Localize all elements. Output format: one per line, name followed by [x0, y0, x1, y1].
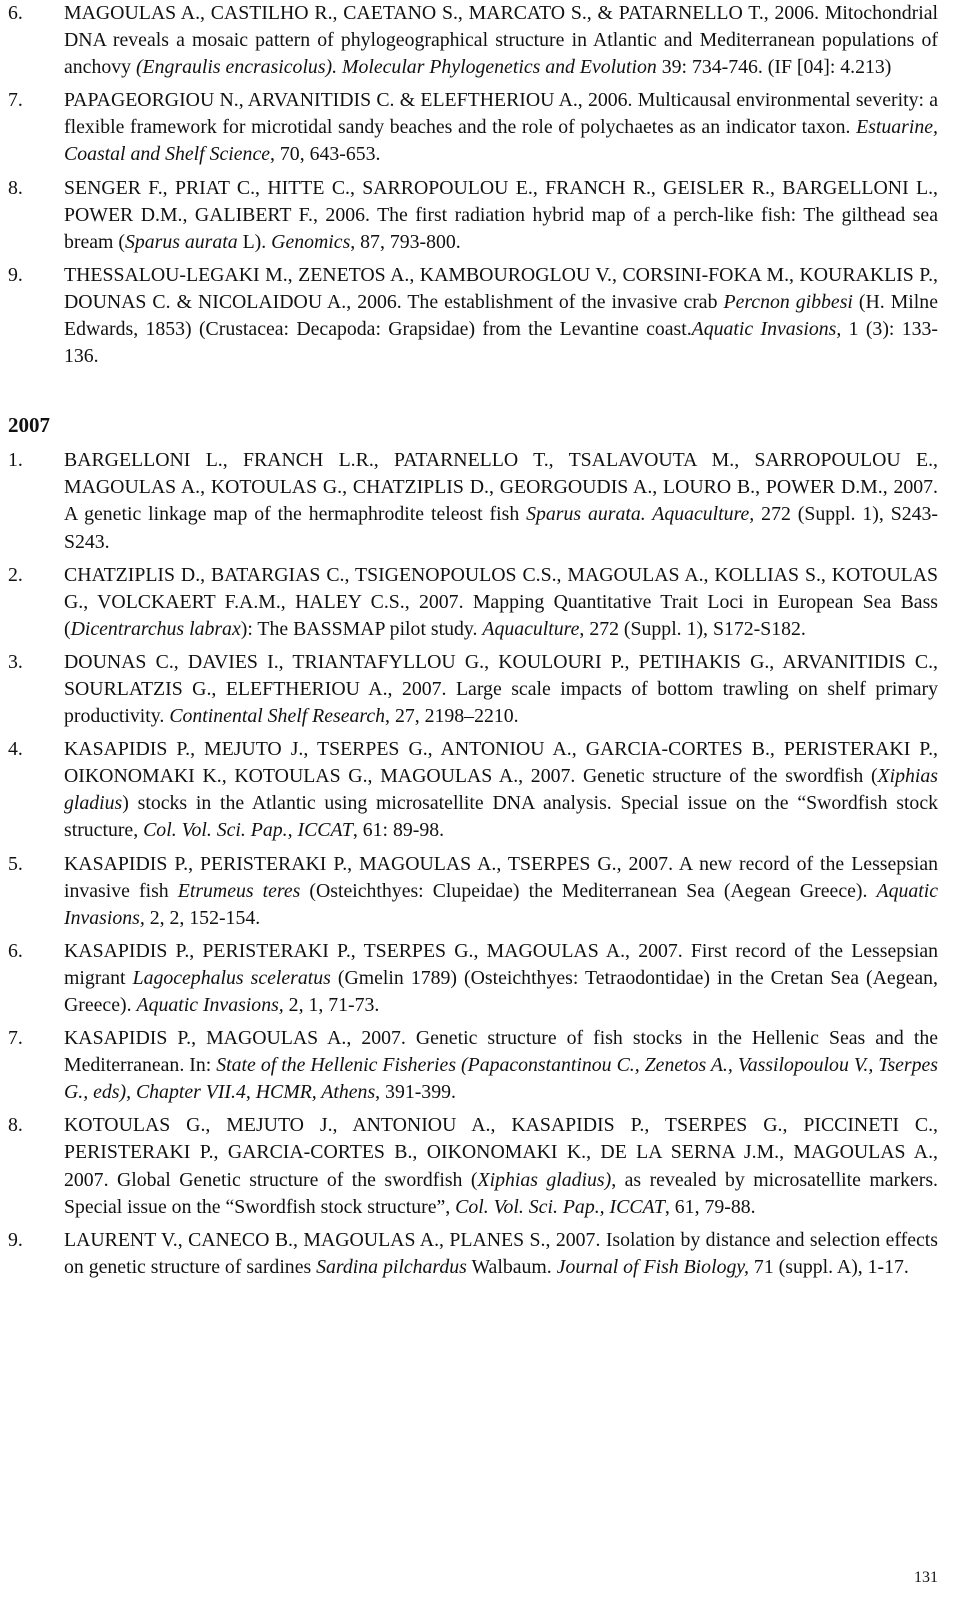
citation-text: 71 (suppl. A), 1-17.	[748, 1255, 909, 1278]
reference-text	[64, 1025, 938, 1106]
citation-text: , 61, 79-88.	[664, 1195, 756, 1218]
citation-text: , 27, 2198–2210.	[385, 705, 519, 728]
reference-text	[64, 851, 938, 932]
citation-text: , 70, 643-653.	[270, 143, 381, 166]
reference-group	[8, 412, 938, 1281]
italic-text: Sardina pilchardus	[316, 1255, 467, 1278]
citation-text: ): The BASSMAP pilot study.	[240, 617, 483, 640]
reference-text	[64, 1112, 938, 1220]
citation-text: , 61: 89-98.	[352, 819, 445, 842]
citation-text: MAGOULAS A., CASTILHO R., CAETANO S., MARCATO S., & PATARNELLO T., 2006. Mitochondrial DNA reveals a mosaic pattern of phylogeographical structure in Atlantic and Mediterranean populations of anchovy	[64, 2, 938, 79]
reference-item	[8, 175, 938, 256]
reference-page	[8, 0, 938, 1287]
italic-text: (Engraulis encrasicolus). Molecular Phylogenetics and Evolution	[135, 56, 657, 79]
reference-text	[64, 175, 938, 256]
reference-item	[8, 851, 938, 932]
italic-text: Estuarine, Coastal and Shelf Science	[64, 116, 938, 166]
reference-text	[64, 938, 938, 1019]
citation-text: KASAPIDIS P., PERISTERAKI P., MAGOULAS A., TSERPES G., 2007. A new record of the Lessepsian invasive fish	[64, 852, 938, 902]
reference-item	[8, 262, 938, 370]
italic-text: Genomics	[271, 230, 351, 253]
reference-number: 8.	[8, 176, 23, 199]
reference-number: 3.	[8, 650, 23, 673]
citation-text: KOTOULAS G., MEJUTO J., ANTONIOU A., KASAPIDIS P., TSERPES G., PICCINETI C., PERISTERAKI P., GARCIA-CORTES B., OIKONOMAKI K., DE LA SERNA J.M., MAGOULAS A., 2007. Global Genetic structure of the swordfish (	[64, 1114, 938, 1191]
italic-text: Etrumeus teres	[177, 879, 301, 902]
reference-item	[8, 1112, 938, 1220]
citation-text: SENGER F., PRIAT C., HITTE C., SARROPOULOU E., FRANCH R., GEISLER R., BARGELLONI L., POWER D.M., GALIBERT F., 2006. The first radiation hybrid map of a perch-like fish: The gilthead sea bream (	[64, 176, 938, 253]
citation-text: (Osteichthyes: Clupeidae) the Mediterranean Sea (Aegean Greece).	[300, 879, 877, 902]
reference-item	[8, 87, 938, 168]
italic-text: Dicentrarchus labrax	[70, 617, 241, 640]
italic-text: Lagocephalus sceleratus	[132, 966, 331, 989]
italic-text: Xiphias gladius	[64, 765, 938, 815]
citation-text: , as revealed by microsatellite markers. Special issue on the “Swordfish stock structure”,	[64, 1168, 938, 1218]
citation-text: ) stocks in the Atlantic using microsatellite DNA analysis. Special issue on the “Swordfish stock structure,	[64, 792, 938, 842]
reference-item	[8, 1025, 938, 1106]
reference-item	[8, 562, 938, 643]
reference-number: 7.	[8, 89, 23, 112]
reference-list	[8, 0, 938, 370]
citation-text: , 1 (3): 133-136.	[64, 318, 938, 368]
citation-text: , 391-399.	[375, 1081, 456, 1104]
reference-number: 6.	[8, 2, 23, 24]
italic-text: Xiphias gladius)	[477, 1168, 612, 1191]
citation-text: 39: 734-746. (IF [04]: 4.213)	[656, 56, 892, 79]
reference-group	[8, 0, 938, 370]
reference-number: 7.	[8, 1027, 23, 1050]
citation-text: (Gmelin 1789) (Osteichthyes: Tetraodontidae) in the Cretan Sea (Aegean, Greece).	[64, 966, 938, 1016]
reference-number: 9.	[8, 1228, 23, 1251]
reference-item	[8, 0, 938, 81]
citation-text: KASAPIDIS P., PERISTERAKI P., TSERPES G., MAGOULAS A., 2007. First record of the Lessepsian migrant	[64, 939, 938, 989]
reference-number: 2.	[8, 563, 23, 586]
citation-text: KASAPIDIS P., MAGOULAS A., 2007. Genetic structure of fish stocks in the Hellenic Seas and the Mediterranean. In:	[64, 1027, 938, 1077]
reference-item	[8, 447, 938, 555]
italic-text: Col. Vol. Sci. Pap., ICCAT	[143, 819, 353, 842]
italic-text: Col. Vol. Sci. Pap., ICCAT	[455, 1195, 665, 1218]
italic-text: Aquatic Invasions,	[64, 879, 939, 929]
italic-text: Percnon gibbesi	[723, 290, 853, 313]
italic-text: Aquatic Invasions	[691, 318, 837, 341]
reference-text	[64, 262, 938, 370]
citation-text: CHATZIPLIS D., BATARGIAS C., TSIGENOPOULOS C.S., MAGOULAS A., KOLLIAS S., KOTOULAS G., VOLCKAERT F.A.M., HALEY C.S., 2007. Mapping Quantitative Trait Loci in European Sea Bass (	[64, 563, 938, 640]
reference-item	[8, 649, 938, 730]
reference-list	[8, 447, 938, 1281]
italic-text: Aquatic Invasions,	[136, 994, 284, 1016]
reference-text	[64, 447, 938, 555]
italic-text: Aquaculture	[482, 617, 580, 640]
reference-text	[64, 562, 938, 643]
reference-text	[64, 1227, 938, 1281]
reference-text	[64, 736, 938, 844]
year-heading: 2007	[8, 413, 50, 438]
reference-item	[8, 938, 938, 1019]
reference-number: 5.	[8, 852, 23, 875]
reference-text	[64, 87, 938, 168]
italic-text: Sparus aurata. Aquaculture,	[526, 503, 755, 526]
italic-text: Journal of Fish Biology,	[556, 1255, 749, 1278]
reference-item	[8, 736, 938, 844]
citation-text: BARGELLONI L., FRANCH L.R., PATARNELLO T., TSALAVOUTA M., SARROPOULOU E., MAGOULAS A., KOTOULAS G., CHATZIPLIS D., GEORGOUDIS A., LOURO B., POWER D.M., 2007. A genetic linkage map of the hermaphrodite teleost fish	[64, 449, 938, 526]
reference-number: 8.	[8, 1114, 23, 1137]
reference-text	[64, 0, 938, 81]
citation-text: THESSALOU-LEGAKI M., ZENETOS A., KAMBOUROGLOU V., CORSINI-FOKA M., KOURAKLIS P., DOUNAS C. & NICOLAIDOU A., 2006. The establishment of the invasive crab	[64, 263, 938, 313]
italic-text: Continental Shelf Research	[169, 705, 386, 728]
citation-text: , 87, 793-800.	[350, 230, 461, 253]
citation-text: LAURENT V., CANECO B., MAGOULAS A., PLANES S., 2007. Isolation by distance and selection effects on genetic structure of sardines	[64, 1228, 938, 1278]
citation-text: L).	[237, 230, 272, 253]
italic-text: State of the Hellenic Fisheries (Papaconstantinou C., Zenetos A., Vassilopoulou V., Tserpes G., eds), Chapter VII.4, HCMR, Athens	[64, 1054, 938, 1104]
reference-number: 6.	[8, 939, 23, 962]
citation-text: , 272 (Suppl. 1), S172-S182.	[579, 617, 806, 640]
citation-text: PAPAGEORGIOU N., ARVANITIDIS C. & ELEFTHERIOU A., 2006. Multicausal environmental severity: a flexible framework for microtidal sandy beaches and the role of polychaetes as an indicator taxon.	[64, 89, 938, 139]
reference-number: 1.	[8, 449, 23, 472]
citation-text: KASAPIDIS P., MEJUTO J., TSERPES G., ANTONIOU A., GARCIA-CORTES B., PERISTERAKI P., OIKONOMAKI K., KOTOULAS G., MAGOULAS A., 2007. Genetic structure of the swordfish (	[64, 738, 938, 788]
reference-text	[64, 649, 938, 730]
reference-groups	[8, 0, 938, 1281]
reference-number: 9.	[8, 263, 23, 286]
italic-text: Sparus aurata	[124, 230, 238, 253]
citation-text: 2, 2, 152-154.	[144, 906, 261, 929]
citation-text: Walbaum.	[466, 1255, 557, 1278]
page-number: 131	[914, 1569, 938, 1586]
citation-text: 2, 1, 71-73.	[283, 994, 380, 1016]
reference-number: 4.	[8, 738, 23, 761]
citation-text: 272 (Suppl. 1), S243-S243.	[64, 503, 938, 553]
reference-item	[8, 1227, 938, 1281]
citation-text: (H. Milne Edwards, 1853) (Crustacea: Decapoda: Grapsidae) from the Levantine coast.	[64, 290, 938, 341]
citation-text: DOUNAS C., DAVIES I., TRIANTAFYLLOU G., KOULOURI P., PETIHAKIS G., ARVANITIDIS C., SOURLATZIS G., ELEFTHERIOU A., 2007. Large scale impacts of bottom trawling on shelf primary productivity.	[64, 650, 938, 728]
